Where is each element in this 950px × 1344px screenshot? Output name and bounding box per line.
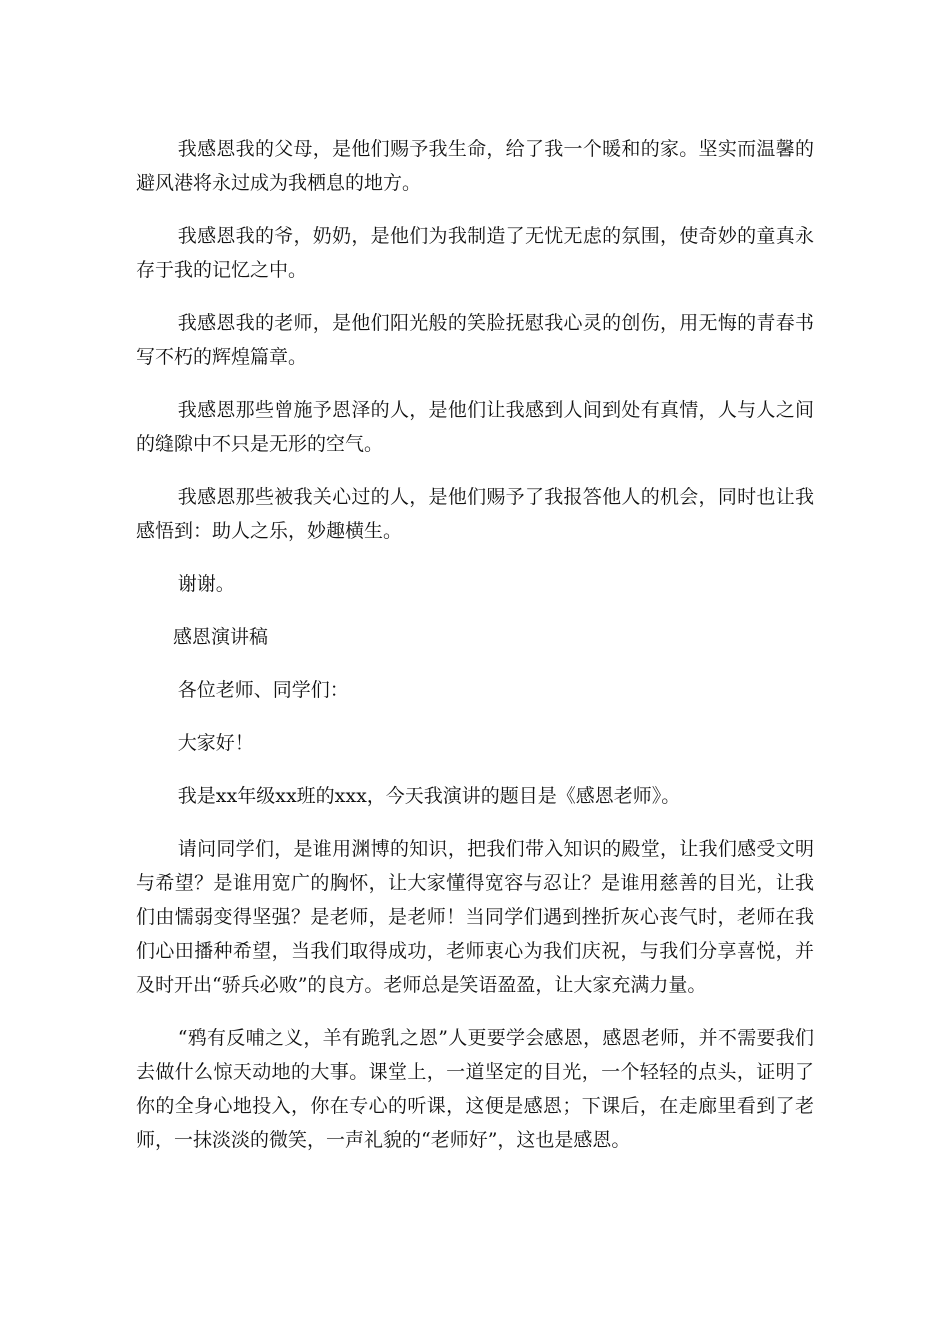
paragraph-introduction: 我是xx年级xx班的xxx，今天我演讲的题目是《感恩老师》。	[177, 785, 681, 807]
paragraph-helped-people: 我感恩那些被我关心过的人，是他们赐予了我报答他人的机会，同时也让我感悟到：助人之乐，妙趣横生。	[136, 486, 814, 542]
document-page	[136, 132, 814, 1176]
paragraph-gratitude-acts: “鸦有反哺之义，羊有跪乳之恩”人更要学会感恩，感恩老师，并不需要我们去做什么惊天动地的大事。课堂上，一道坚定的目光，一个轻轻的点头，证明了你的全身心地投入，你在专心的听课，这便是感恩；下课后，在走廊里看到了老师，一抹淡淡的微笑，一声礼貌的“老师好”，这也是感恩。	[136, 1027, 814, 1151]
paragraph-parents: 我感恩我的父母，是他们赐予我生命，给了我一个暖和的家。坚实而温馨的避风港将永过成为我栖息的地方。	[136, 138, 814, 194]
paragraph-thanks: 谢谢。	[177, 573, 235, 595]
paragraph-benefactors: 我感恩那些曾施予恩泽的人，是他们让我感到人间到处有真情，人与人之间的缝隙中不只是无形的空气。	[136, 399, 814, 455]
paragraph-grandparents: 我感恩我的爷，奶奶，是他们为我制造了无忧无虑的氛围，使奇妙的童真永存于我的记忆之中。	[136, 225, 814, 281]
paragraph-teachers: 我感恩我的老师，是他们阳光般的笑脸抚慰我心灵的创伤，用无悔的青春书写不朽的辉煌篇章。	[136, 312, 814, 368]
section-title: 感恩演讲稿	[173, 626, 269, 648]
paragraph-questions: 请问同学们，是谁用渊博的知识，把我们带入知识的殿堂，让我们感受文明与希望？是谁用宽广的胸怀，让大家懂得宽容与忍让？是谁用慈善的目光，让我们由懦弱变得坚强？是老师，是老师！当同学们遇到挫折灰心丧气时，老师在我们心田播种希望，当我们取得成功，老师衷心为我们庆祝，与我们分享喜悦，并及时开出“骄兵必败”的良方。老师总是笑语盈盈，让大家充满力量。	[136, 838, 814, 996]
paragraph-greeting-audience: 各位老师、同学们：	[177, 679, 349, 701]
paragraph-hello: 大家好！	[177, 732, 254, 754]
